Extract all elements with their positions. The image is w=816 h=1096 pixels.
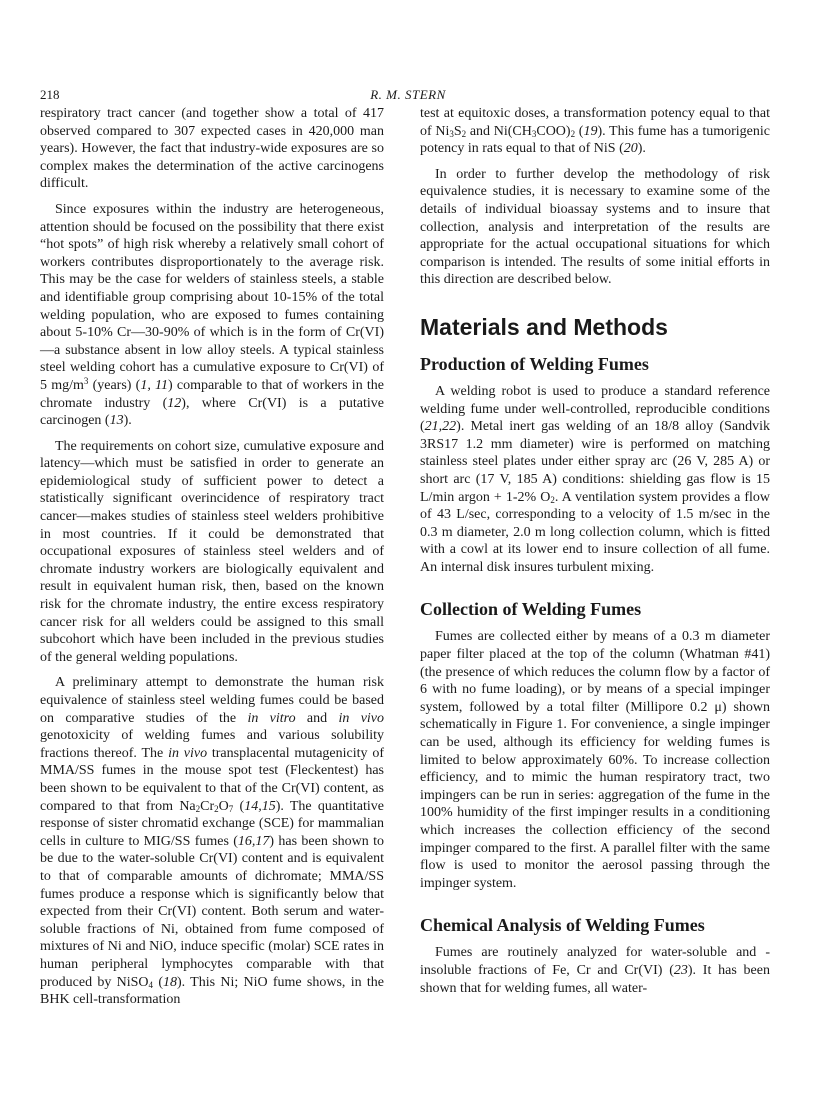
- citation: 23: [673, 962, 688, 978]
- paragraph: Fumes are collected either by means of a 0.3 m diameter paper filter placed at the top of the column (Whatman #41) (the presence of which reduces the column flow by a factor of 6 with no fume loading), or by means of a special impinger system, followed by a total filter (Millipore 0.2 μ) shown schematically in Figure 1. For convenience, a single impinger can be used, although its efficiency for welding fumes is limited to below approximately 60%. To increase collection efficiency, and to mimic the human respiratory tract, two impingers can be run in series: aggregation of the fume in the 100% humidity of the first impinger results in a conditioning which increases the collection efficiency of the second impinger compared to the first. A parallel filter with the same flow is used to monitor the aerosol passing through the impinger system.: [420, 629, 770, 891]
- citation: 20: [623, 141, 638, 157]
- paragraph: Fumes are routinely analyzed for water-soluble and -insoluble fractions of Fe, Cr and Cr(VI) (23). It has been shown that for welding fumes, all water-: [420, 945, 770, 996]
- section-heading: Materials and Methods: [420, 313, 668, 340]
- paragraph: The requirements on cohort size, cumulative exposure and latency—which must be satisfied in order to generate an epidemiological study of sufficient power to detect a statistically significant overincidence of respiratory tract cancer—makes studies of stainless steel welders prohibitive in most countries. If it could be demonstrated that occupational exposures of stainless steel welders and of chromate industry workers are biologically equivalent and result in equivalent human risk, then, based on the known risk for the chromate industry, the entire excess respiratory cancer risk for all welders could be assigned to this small subcohort which have been included in the previous studies of the general welding populations.: [40, 438, 384, 665]
- subsection-heading: Production of Welding Fumes: [420, 353, 649, 374]
- subsection-heading: Chemical Analysis of Welding Fumes: [420, 915, 705, 936]
- subsection-heading: Collection of Welding Fumes: [420, 599, 642, 620]
- right-column: [420, 105, 770, 997]
- left-column: [40, 105, 384, 1009]
- citation: 14,15: [244, 798, 276, 814]
- paragraph: In order to further develop the methodology of risk equivalence studies, it is necessary to examine some of the details of individual bioassay systems and to insure that collection, analysis and interpretation of the results are appropriate for the actual occupational situations for which comparison is intended. The results of some initial efforts in this direction are described below.: [420, 166, 770, 288]
- paragraph: A welding robot is used to produce a standard reference welding fume under well-controlled, reproducible conditions (21,22). Metal inert gas welding of an 18/8 alloy (Sandvik 3RS17 1.2 mm diameter) wire is performed on matching stainless steel plates under either spray arc (26 V, 285 A) or short arc (17 V, 185 A) conditions: shielding gas flow is 15 L/min argon + 1-2% $O_2$. A ventilation system provides a flow of 43 L/sec, corresponding to a velocity of 1.5 m/sec in the 0.3 m diameter, 2.0 m long collection column, which is fitted with a cowl at its lower end to insure collection of all fume. An internal disk insures turbulent mixing.: [420, 383, 770, 575]
- page-number: 218: [40, 87, 60, 102]
- citation: 1, 11: [140, 377, 168, 393]
- citation: 19: [583, 123, 598, 139]
- citation: 18: [162, 974, 177, 990]
- citation: 12: [167, 395, 182, 411]
- paragraph: respiratory tract cancer (and together show a total of 417 observed compared to 307 expected cases in 420,000 man years). However, the fact that industry-wide exposures are so complex makes the determination of the active carcinogens difficult.: [40, 106, 384, 192]
- citation: 16,17: [237, 833, 270, 849]
- paragraph: A preliminary attempt to demonstrate the human risk equivalence of stainless steel welding fumes could be based on comparative studies of the in vitro and in vivo genotoxicity of welding fumes and various solubility fractions thereof. The in vivo transplacental mutagenicity of MMA/SS fumes in the mouse spot test (Fleckentest) has been shown to be equivalent to that of the Cr(VI) content, as compared to that from $Na_2Cr_2O_7$ (14,15). The quantitative response of sister chromatid exchange (SCE) for mammalian cells in culture to MIG/SS fumes (16,17) has been shown to be due to the water-soluble Cr(VI) content and is equivalent to that of comparable amounts of dichromate; MMA/SS fumes produce a response which is significantly below that expected from their Cr(VI) content. Both serum and water-soluble fractions of Ni, obtained from fume composed of mixtures of Ni and NiO, induce specific (molar) SCE rates in human peripheral lymphocytes comparable with that produced by NiSO$_4$ (18). This Ni; NiO fume shows, in the BHK cell-transformation: [40, 675, 385, 1008]
- citation: 21,22: [424, 419, 457, 435]
- paragraph: test at equitoxic doses, a transformation potency equal to that of $Ni_3S_2$ and $Ni(CH_3COO)_2$ (19). This fume has a tumorigenic potency in rats equal to that of NiS (20).: [420, 106, 770, 157]
- citation: 13: [109, 413, 124, 429]
- running-head: R. M. STERN: [370, 87, 446, 102]
- paragraph: Since exposures within the industry are heterogeneous, attention should be focused on the possibility that there exist “hot spots” of high risk whereby a relatively small cohort of workers contributes disproportionately to the average risk. This may be the case for welders of stainless steels, a stable and identifiable group comprising about 10-15% of the total welding population, who are exposed to fumes containing about 5-10% Cr—30-90% of which is in the form of Cr(VI)—a substance absent in low alloy steels. A typical stainless steel welding cohort has a cumulative exposure to Cr(VI) of 5 $mg/m^3$ (years) (1, 11) comparable to that of workers in the chromate industry (12), where Cr(VI) is a putative carcinogen (13).: [40, 201, 384, 429]
